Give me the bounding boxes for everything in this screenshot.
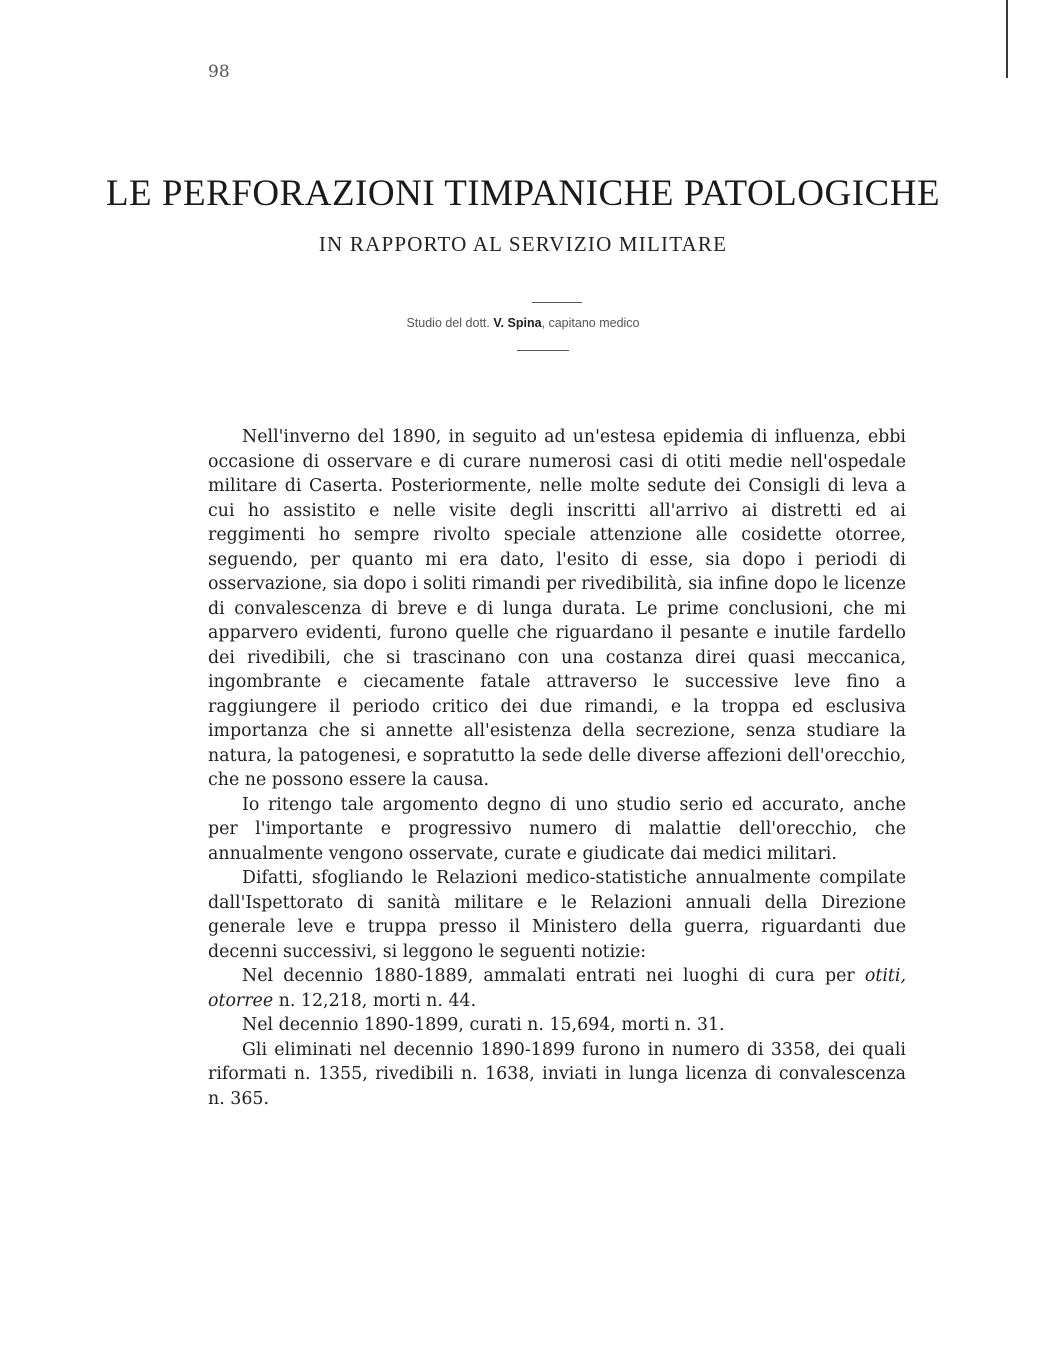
page-number: 98 <box>208 62 230 82</box>
paragraph-argument: Io ritengo tale argomento degno di uno studio serio ed accurato, anche per l'importante e progressivo numero di malattie dell'orecchio, che annualmente vengono osservate, curate e giudicate dai medici militari. <box>208 794 906 864</box>
byline <box>0 316 1046 330</box>
divider-bottom <box>517 350 569 351</box>
paragraph-sources: Difatti, sfogliando le Relazioni medico-statistiche annualmente compilate dall'Ispettorato di sanità militare e le Relazioni annuali della Direzione generale leve e truppa presso il Ministero della guerra, riguardanti due decenni successivi, si leggono le seguenti notizie: <box>208 868 906 962</box>
paragraph-decade-1890: Nel decennio 1890-1899, curati n. 15,694, morti n. 31. <box>242 1015 725 1035</box>
decade-1880-rest: n. 12,218, morti n. 44. <box>273 990 477 1011</box>
decade-1880-terms: otiti, otorree <box>208 966 906 1011</box>
byline-suffix: , capitano medico <box>541 316 640 330</box>
paragraph-intro: Nell'inverno del 1890, in seguito ad un'estesa epidemia di influenza, ebbi occasione di osservare e di curare numerosi casi di otiti medie nell'ospedale militare di Caserta. Posteriormente, nelle molte sedute dei Consigli di leva a cui ho assistito e nelle visite degli inscritti all'arrivo ai distretti ed ai reggimenti ho sempre rivolto speciale attenzione alle cosidette otorree, seguendo, per quanto mi era dato, l'esito di esse, sia dopo i periodi di osservazione, sia dopo i soliti rimandi per rivedibilità, sia infine dopo le licenze di convalescenza di breve e di lunga durata. Le prime conclusioni, che mi apparvero evidenti, furono quelle che riguardano il pesante e inutile fardello dei rivedibili, che si trascinano con una costanza direi quasi meccanica, ingombrante e ciecamente fatale attraverso le successive leve fino a raggiungere il periodo critico dei due rimandi, e la troppa ed esclusiva importanza che si annette all'esistenza della secrezione, senza studiare la natura, la patogenesi, e sopratutto la sede delle diverse affezioni dell'orecchio, che ne possono essere la causa. <box>208 427 906 790</box>
paragraph-eliminated: Gli eliminati nel decennio 1890-1899 furono in numero di 3358, dei quali riformati n. 1355, rivedibili n. 1638, inviati in lunga licenza di convalescenza n. 365. <box>208 1039 906 1109</box>
scan-edge-line <box>1006 0 1008 78</box>
byline-prefix: Studio del dott. <box>406 316 490 330</box>
article-subtitle: IN RAPPORTO AL SERVIZIO MILITARE <box>318 232 728 256</box>
paragraph-decade-1880 <box>208 964 906 1013</box>
article-body <box>208 425 906 1111</box>
article-title: LE PERFORAZIONI TIMPANICHE PATOLOGICHE <box>105 173 941 214</box>
divider-top <box>532 302 582 303</box>
byline-author: V. Spina <box>493 316 542 330</box>
decade-1880-lead: Nel decennio 1880-1889, ammalati entrati nei luoghi di cura per <box>242 966 855 986</box>
